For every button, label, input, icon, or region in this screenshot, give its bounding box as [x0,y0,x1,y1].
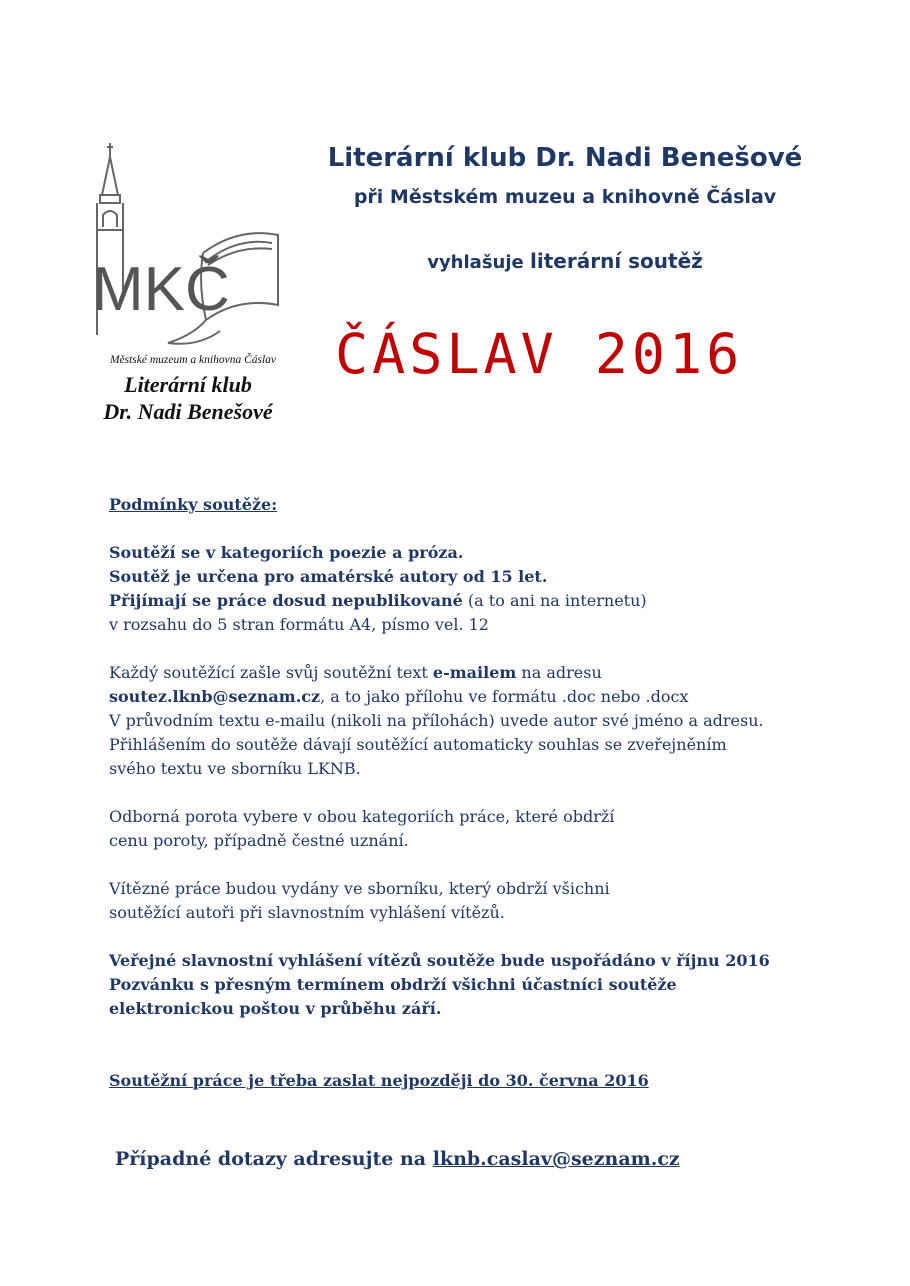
p2-line1-c: na adresu [516,663,602,682]
logo-emblem-icon [88,135,298,355]
announcement-prefix: vyhlašuje [427,252,524,273]
contact-email-link[interactable]: lknb.caslav@seznam.cz [432,1148,680,1170]
club-subtitle: při Městském muzeu a knihovně Čáslav [353,186,777,208]
contact-line [115,1148,680,1170]
logo-letters: MKČ [92,255,230,324]
p4-line2: soutěžící autoři při slavnostním vyhlášení vítězů. [109,903,505,922]
announcement [305,249,825,273]
contact-prefix: Případné dotazy adresujte na [115,1148,433,1170]
p1-line2: Soutěž je určena pro amatérské autory od 15 let. [109,567,548,586]
competition-title: ČÁSLAV 2016 [335,322,744,386]
logo-club-line2: Dr. Nadi Benešové [103,399,273,424]
p4-line1: Vítězné práce budou vydány ve sborníku, který obdrží všichni [109,879,610,898]
p1-line4: v rozsahu do 5 stran formátu A4, písmo vel. 12 [109,615,489,634]
logo-club-name [88,371,288,425]
submission-email[interactable]: soutez.lknb@seznam.cz [109,687,321,706]
club-title: Literární klub Dr. Nadi Benešové [327,143,803,173]
p2-line4: Přihlášením do soutěže dávají soutěžící automaticky souhlas se zveřejněním [109,735,727,754]
p5-line1: Veřejné slavnostní vyhlášení vítězů soutěže bude uspořádáno v říjnu 2016 [109,951,770,970]
p1-line3 [109,589,889,613]
p3-line2: cenu poroty, případně čestné uznání. [109,831,409,850]
p2-line2 [109,685,889,709]
p2-line1 [109,661,889,685]
p1-line3-rest: (a to ani na internetu) [462,591,647,610]
p1-line1: Soutěží se v kategoriích poezie a próza. [109,543,464,562]
p2-line1-email-word: e-mailem [432,663,517,682]
p5-line3: elektronickou poštou v průběhu září. [109,999,442,1018]
club-logo [88,135,298,435]
conditions-heading: Podmínky soutěže: [109,495,278,514]
p2-line2-rest: , a to jako přílohu ve formátu .doc nebo .docx [320,687,689,706]
p1-line3-bold: Přijímají se práce dosud nepublikované [109,591,463,610]
logo-club-line1: Literární klub [124,372,252,397]
p2-line3: V průvodním textu e-mailu (nikoli na přílohách) uvede autor své jméno a adresu. [109,711,764,730]
logo-museum-line: Městské muzeum a knihovna Čáslav [109,354,277,366]
p3-line1: Odborná porota vybere v obou kategoriích práce, které obdrží [109,807,615,826]
p2-line1-a: Každý soutěžící zašle svůj soutěžní text [109,663,433,682]
announcement-main: literární soutěž [530,249,703,273]
p2-line5: svého textu ve sborníku LKNB. [109,759,361,778]
p5-line2: Pozvánku s přesným termínem obdrží všichni účastníci soutěže [109,975,677,994]
conditions-section [109,493,889,1093]
deadline: Soutěžní práce je třeba zaslat nejpozději do 30. června 2016 [109,1071,649,1090]
